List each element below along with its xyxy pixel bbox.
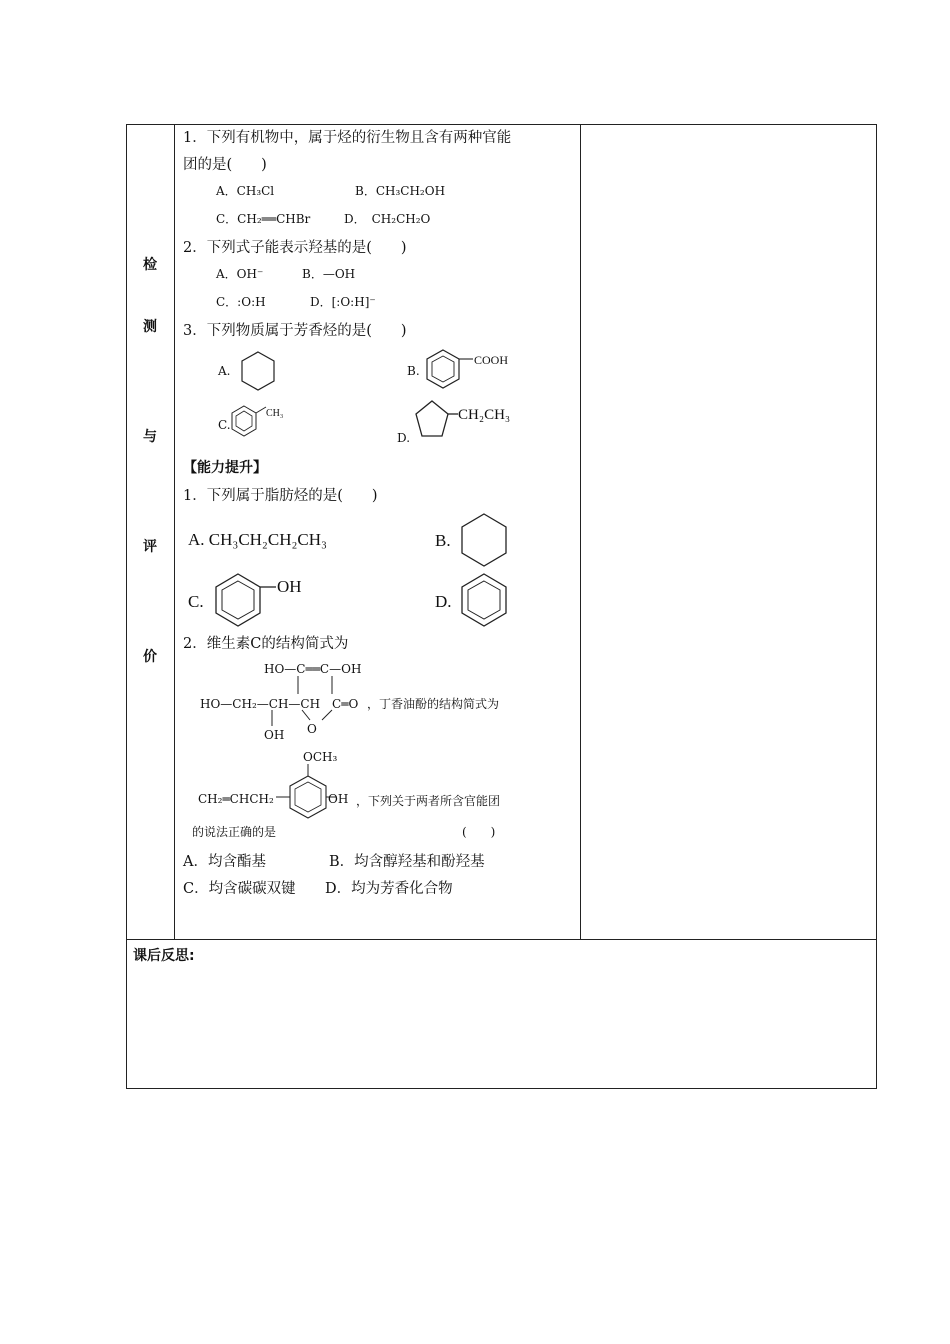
ability-q2-option-a: A．均含酯基 <box>183 854 266 870</box>
ability-q1-stem: 1．下列属于脂肪烃的是( ) <box>183 488 378 504</box>
q1-stem-line2: 团的是( ) <box>183 157 267 173</box>
ability-q1-label-d: D. <box>435 592 452 611</box>
ability-q2-option-b: B．均含醇羟基和酚羟基 <box>329 854 485 870</box>
q3-ch2ch3-label: CH₂CH₃ <box>458 407 511 423</box>
q1-option-d: D． CH₂CH₂O <box>344 212 431 226</box>
q2-stem: 2．下列式子能表示羟基的是( ) <box>183 240 407 256</box>
q1-option-c: C．CH₂══CHBr <box>216 212 311 226</box>
side-char-5: 价 <box>143 649 157 665</box>
ability-q2-option-c: C．均含碳碳双键 <box>183 881 296 897</box>
ability-q1-label-c: C. <box>188 592 204 611</box>
column-divider-1 <box>174 124 175 940</box>
q1-stem-line1: 1．下列有机物中，属于烃的衍生物且含有两种官能 <box>183 130 512 146</box>
reflection-title: 课后反思: <box>133 948 195 964</box>
ability-q2-option-d: D．均为芳香化合物 <box>325 881 453 897</box>
ability-q2-stem: 2．维生素C的结构简式为 <box>183 636 349 652</box>
ethylcyclopentane-structure-d <box>414 398 460 444</box>
q3-ch3-label: CH₃ <box>266 408 284 419</box>
eugenol-after-text: ，下列关于两者所含官能团 <box>356 794 501 808</box>
vitamin-c-top-row: HO—C══C—OH <box>264 662 362 676</box>
q3-label-c: C. <box>218 418 231 432</box>
row-divider <box>126 939 877 940</box>
q3-label-b: B. <box>407 364 420 378</box>
ability-q1-oh-label: OH <box>277 577 302 596</box>
ability-q2-stem-end: 的说法正确的是 <box>192 825 277 839</box>
q2-option-a: A．OH⁻ <box>216 267 264 281</box>
eugenol-oh: OH <box>328 792 349 806</box>
benzene-structure-ab-d <box>460 572 508 628</box>
q2-option-d: D．[:O:H]⁻ <box>310 295 376 309</box>
table-right-border <box>876 124 877 1089</box>
eugenol-allyl-chain: CH₂═CHCH₂ <box>198 792 274 806</box>
cyclohexane-structure-ab-b <box>460 512 508 568</box>
q3-stem: 3．下列物质属于芳香烃的是( ) <box>183 323 407 339</box>
ability-q2-answer-paren: ( ) <box>462 825 496 839</box>
toluene-structure-c <box>230 404 270 440</box>
q2-option-b: B．—OH <box>302 267 356 281</box>
ability-section-title: 【能力提升】 <box>183 460 267 476</box>
side-char-3: 与 <box>143 429 157 445</box>
column-divider-2 <box>580 124 581 940</box>
vitamin-c-ring-oxygen: O <box>307 722 317 736</box>
side-char-4: 评 <box>143 539 157 555</box>
q3-label-d: D. <box>397 431 411 445</box>
ability-q1-label-b: B. <box>435 531 451 550</box>
cyclohexane-structure-a <box>240 350 276 392</box>
table-top-border <box>126 124 877 125</box>
q3-label-a: A. <box>218 364 231 378</box>
eugenol-och3: OCH₃ <box>303 750 338 764</box>
vitamin-c-after-text: ，丁香油酚的结构简式为 <box>367 697 500 711</box>
q2-option-c: C．:O:H <box>216 295 266 309</box>
table-bottom-border <box>126 1088 877 1089</box>
q1-option-b: B．CH₃CH₂OH <box>355 184 446 198</box>
q3-cooh-label: COOH <box>474 353 509 367</box>
side-char-1: 检 <box>143 257 157 273</box>
vitamin-c-oh: OH <box>264 728 285 742</box>
side-char-2: 测 <box>143 319 157 335</box>
q1-option-a: A．CH₃Cl <box>216 184 275 198</box>
phenol-structure-ab-c <box>214 572 280 628</box>
vitamin-c-main-row: HO—CH₂—CH—CH C═O <box>200 697 359 711</box>
benzoic-acid-structure-b <box>425 348 475 392</box>
ability-q1-option-a: A. CH₃CH₂CH₂CH₃ <box>188 530 327 549</box>
